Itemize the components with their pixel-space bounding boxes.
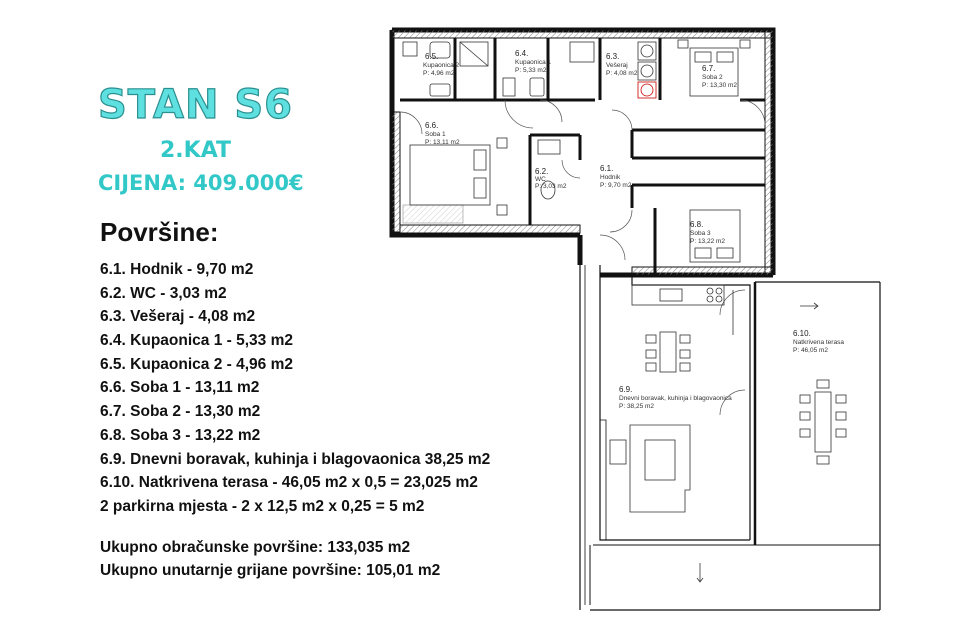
- area-item: 6.1. Hodnik - 9,70 m2: [100, 261, 254, 278]
- room-number: 6.9.: [619, 385, 633, 394]
- room-area: P: 4,08 m2: [606, 70, 638, 77]
- room-area: P: 13,11 m2: [425, 139, 460, 146]
- total-calculated-area: Ukupno obračunske površine: 133,035 m2: [100, 539, 411, 556]
- room-name: Dnevni boravak, kuhinja i blagovaonica: [619, 395, 732, 402]
- area-item: 6.2. WC - 3,03 m2: [100, 284, 227, 302]
- room-number: 6.6.: [425, 121, 439, 130]
- room-name: Hodnik: [600, 174, 621, 181]
- room-number: 6.4.: [515, 49, 529, 58]
- area-item: 6.9. Dnevni boravak, kuhinja i blagovaonica 38,25 m2: [100, 450, 491, 468]
- area-item: 2 parkirna mjesta - 2 x 12,5 m2 x 0,25 = 5 m2: [100, 497, 425, 515]
- area-item: 6.4. Kupaonica 1 - 5,33 m2: [100, 332, 293, 350]
- room-area: P: 3,03 m2: [535, 183, 567, 190]
- room-number: 6.1.: [600, 164, 614, 173]
- room-name: WC: [535, 176, 546, 183]
- price-label: CIJENA: 409.000€: [98, 171, 304, 195]
- area-item: 6.8. Soba 3 - 13,22 m2: [100, 426, 261, 444]
- area-item: 6.3. Vešeraj - 4,08 m2: [100, 308, 256, 326]
- room-area: P: 13,30 m2: [702, 82, 738, 89]
- room-name: Vešeraj: [606, 62, 628, 69]
- room-name: Kupaonica 1: [515, 59, 552, 66]
- room-number: 6.2.: [535, 167, 549, 176]
- room-number: 6.10.: [793, 329, 811, 338]
- room-area: P: 38,25 m2: [619, 403, 655, 410]
- area-item: 6.7. Soba 2 - 13,30 m2: [100, 403, 261, 421]
- room-area: P: 5,33 m2: [515, 67, 547, 74]
- room-number: 6.7.: [702, 64, 716, 73]
- areas-heading: Površine:: [100, 217, 219, 247]
- apartment-title: STAN S6: [98, 82, 293, 128]
- lower-walls: [580, 265, 880, 610]
- room-number: 6.8.: [690, 220, 704, 229]
- room-name: Soba 2: [702, 74, 723, 81]
- room-area: P: 46,05 m2: [793, 347, 829, 354]
- room-name: Soba 3: [690, 230, 711, 237]
- area-item: 6.10. Natkrivena terasa - 46,05 m2 x 0,5 = 23,025 m2: [100, 474, 478, 492]
- toilet-icon: [403, 42, 417, 56]
- room-number: 6.3.: [606, 52, 620, 61]
- room-name: Kupaonica 2: [423, 62, 460, 69]
- floor-label: 2.KAT: [160, 138, 232, 163]
- room-area: P: 13,22 m2: [690, 238, 726, 245]
- room-area: P: 9,70 m2: [600, 182, 632, 189]
- area-item: 6.5. Kupaonica 2 - 4,96 m2: [100, 355, 293, 373]
- room-number: 6.5.: [425, 52, 439, 61]
- room-name: Natkrivena terasa: [793, 339, 844, 346]
- room-area: P: 4,96 m2: [423, 70, 455, 77]
- area-item: 6.6. Soba 1 - 13,11 m2: [100, 379, 260, 397]
- room-name: Soba 1: [425, 131, 446, 138]
- total-heated-area: Ukupno unutarnje grijane površine: 105,01 m2: [100, 562, 441, 579]
